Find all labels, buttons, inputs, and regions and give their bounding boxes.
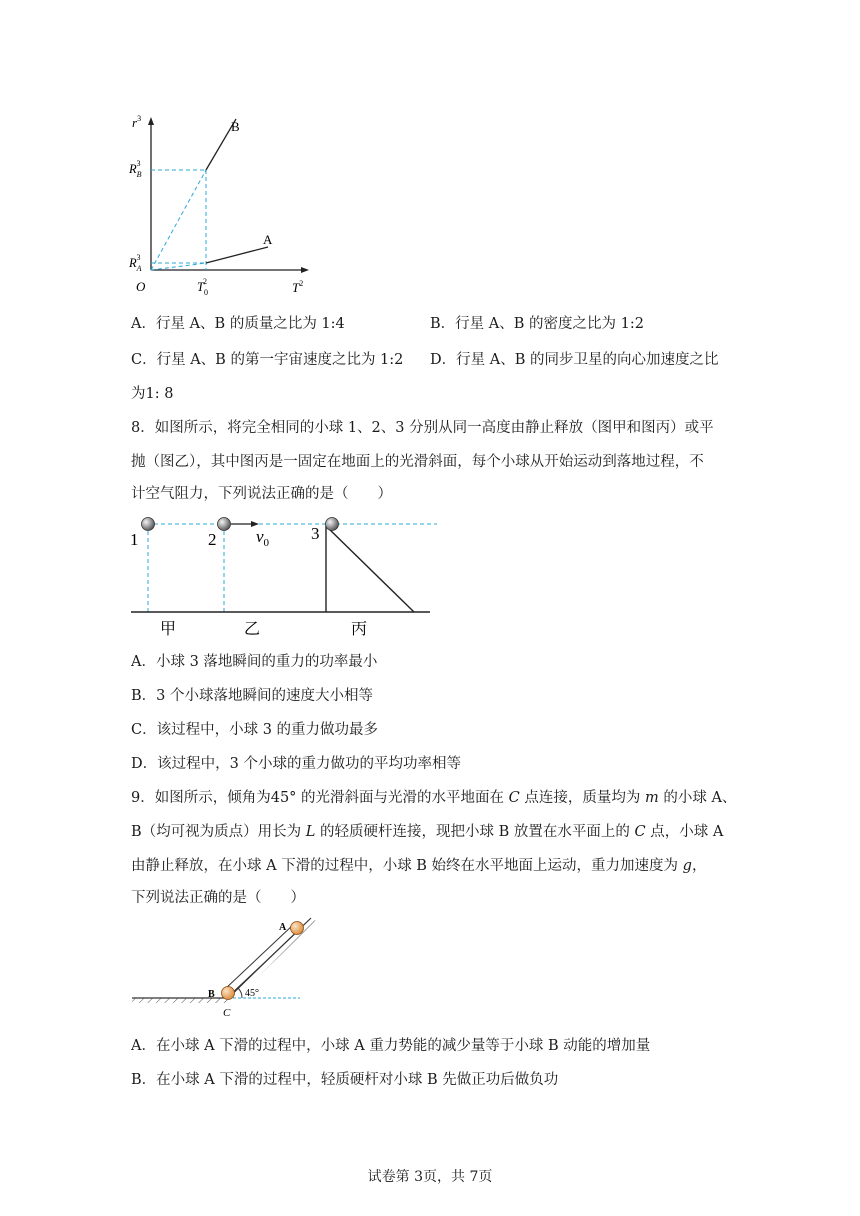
q8-option-a[interactable]: A．小球 3 落地瞬间的重力的功率最小 xyxy=(131,654,378,670)
point-c-label: C xyxy=(223,1007,231,1019)
q9-option-a[interactable]: A．在小球 A 下滑的过程中，小球 A 重力势能的减少量等于小球 B 动能的增加量 xyxy=(131,1038,651,1054)
q9-stem-line-4: 下列说法正确的是（ ） xyxy=(131,890,305,906)
q8-balls-figure xyxy=(125,512,445,644)
t0-label: $T_02$ xyxy=(197,277,208,297)
q9-stem-line-2: B（均可视为质点）用长为 L 的轻质硬杆连接，现把小球 B 放置在水平面上的 C 点，小球 A xyxy=(131,824,724,840)
q7-option-b[interactable]: B．行星 A、B 的密度之比为 1:2 xyxy=(430,316,644,332)
origin-label: O xyxy=(136,279,146,294)
q8-stem-line-2: 抛（图乙），其中图丙是一固定在地面上的光滑斜面，每个小球从开始运动到落地过程，不 xyxy=(131,454,704,470)
rod-edge-1 xyxy=(224,925,293,990)
ball-3 xyxy=(326,518,339,531)
q8-stem-line-3: 计空气阻力，下列说法正确的是（ ） xyxy=(131,486,392,502)
angle-value: 45° xyxy=(270,790,297,806)
x-axis-arrow xyxy=(301,267,309,273)
rod-edge-2 xyxy=(230,930,299,995)
page-footer: 试卷第 3页，共 7页 xyxy=(367,1169,493,1185)
label-jia: 甲 xyxy=(160,621,177,638)
v0-label: $v_0$ xyxy=(256,527,270,549)
rb-label: $R_B3$ xyxy=(129,159,142,179)
y-axis-arrow xyxy=(148,117,154,125)
q7-option-c[interactable]: C．行星 A、B 的第一宇宙速度之比为 1:2 xyxy=(131,352,404,368)
q9-option-b[interactable]: B．在小球 A 下滑的过程中，轻质硬杆对小球 B 先做正功后做负功 xyxy=(131,1072,559,1088)
dashed-ob xyxy=(151,170,206,270)
ball-2 xyxy=(218,518,231,531)
line-a-label: A xyxy=(263,232,273,247)
ball-b xyxy=(222,987,235,1000)
q8-option-c[interactable]: C．该过程中，小球 3 的重力做功最多 xyxy=(131,722,379,738)
ball-b-label: B xyxy=(208,989,215,1000)
ball-a-label: A xyxy=(279,922,287,933)
q9-incline-figure xyxy=(128,912,328,1024)
ball-1 xyxy=(142,518,155,531)
q7-option-a[interactable]: A．行星 A、B 的质量之比为 1:4 xyxy=(131,316,345,332)
label-yi: 乙 xyxy=(244,621,261,638)
ball-3-label: 3 xyxy=(311,524,320,543)
angle-label: 45° xyxy=(245,988,259,999)
ball-2-label: 2 xyxy=(208,530,217,549)
line-a xyxy=(206,247,268,263)
dashed-oa xyxy=(151,263,206,270)
y-axis-label: $r^3$ xyxy=(132,114,142,130)
q8-option-b[interactable]: B．3 个小球落地瞬间的速度大小相等 xyxy=(131,688,373,704)
ball-1-label: 1 xyxy=(130,530,139,549)
q7-option-d[interactable]: D．行星 A、B 的同步卫星的向心加速度之比 xyxy=(430,352,719,368)
ra-label: $R_A3$ xyxy=(129,253,142,273)
q7-graph-figure xyxy=(120,110,320,300)
incline-slope xyxy=(326,526,414,612)
q7-option-d-cont: 为1: 8 xyxy=(131,386,174,402)
label-bing: 丙 xyxy=(351,621,368,638)
q8-option-d[interactable]: D．该过程中，3 个小球的重力做功的平均功率相等 xyxy=(131,756,461,772)
line-b-label: B xyxy=(231,119,240,134)
q8-stem-line-1: 8．如图所示，将完全相同的小球 1、2、3 分别从同一高度由静止释放（图甲和图丙）或平 xyxy=(131,420,714,436)
ball-a xyxy=(291,922,304,935)
q9-stem-line-1: 9．如图所示，倾角为45° 的光滑斜面与光滑的水平地面在 C 点连接，质量均为 m 的小球 A、 xyxy=(131,790,737,806)
q9-stem-line-3: 由静止释放，在小球 A 下滑的过程中，小球 B 始终在水平地面上运动，重力加速度为 g， xyxy=(131,858,707,874)
x-axis-label: $T^2$ xyxy=(292,279,304,295)
